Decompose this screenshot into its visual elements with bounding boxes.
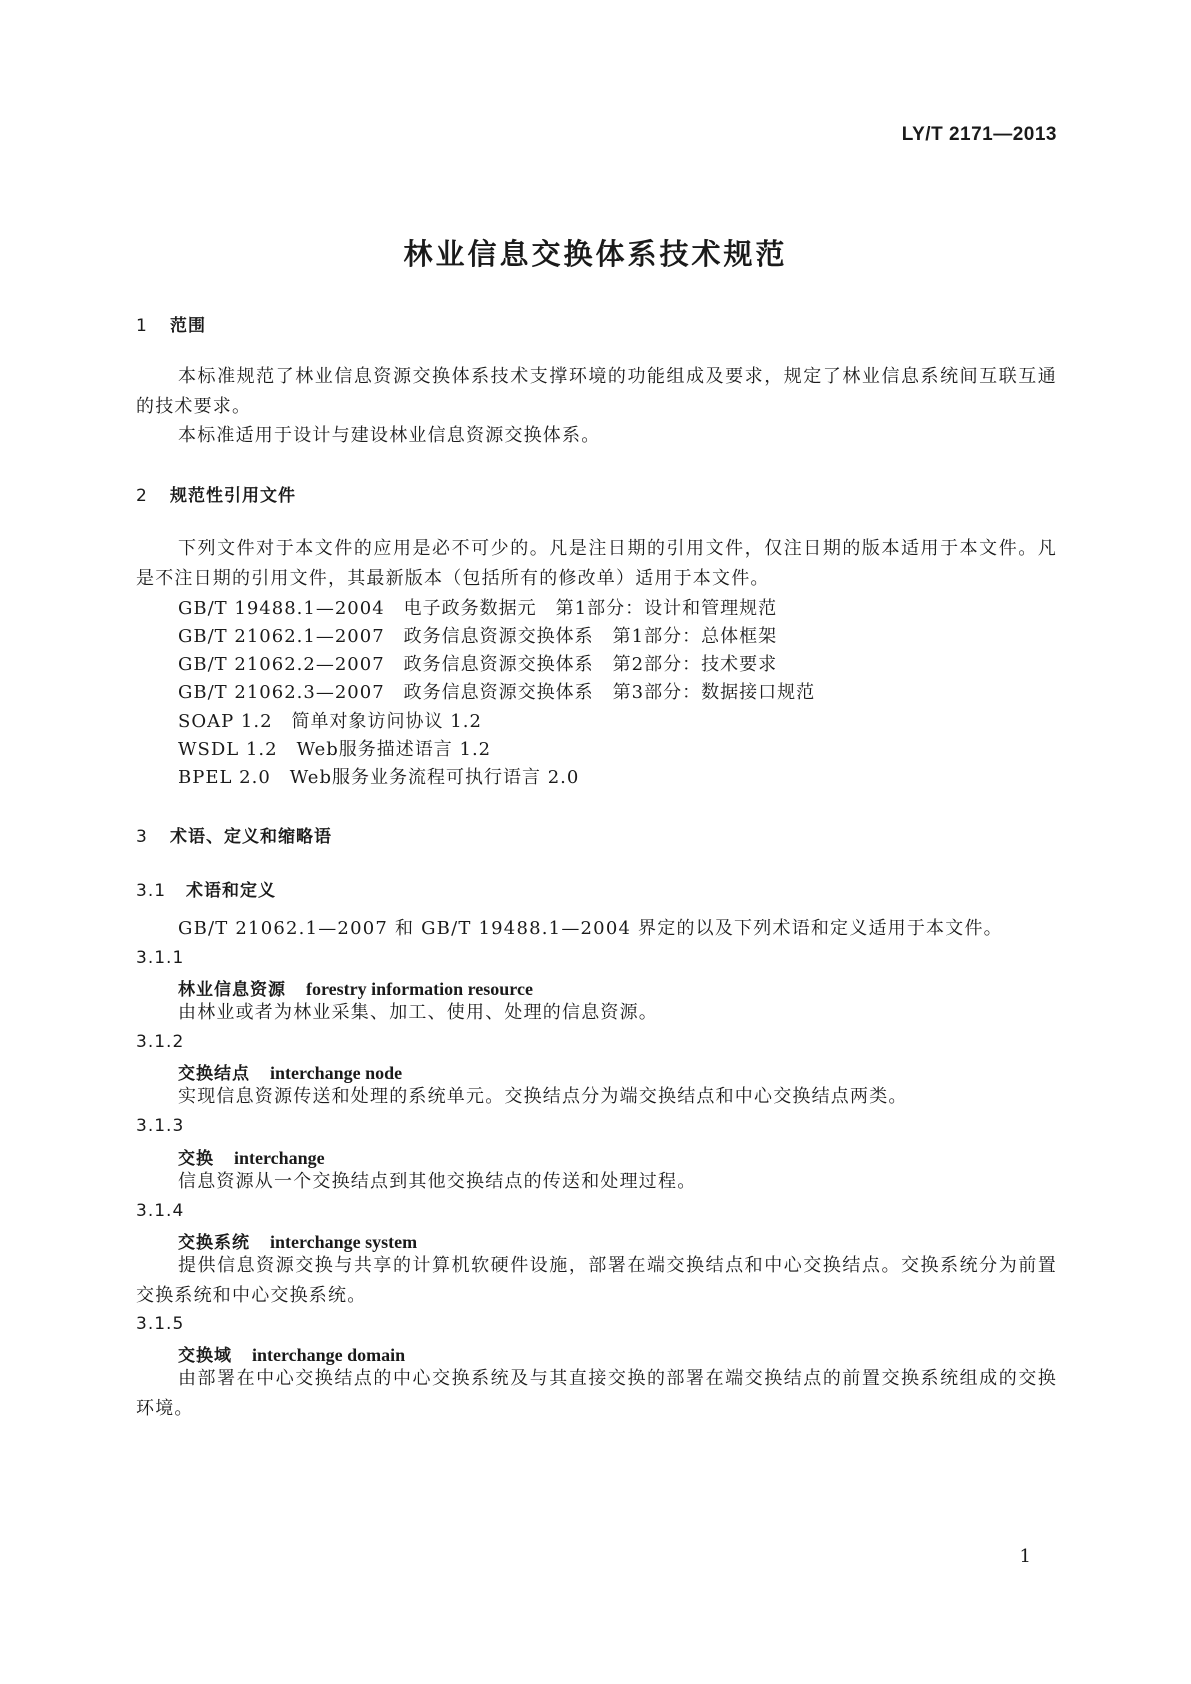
term-definition: 信息资源从一个交换结点到其他交换结点的传送和处理过程。 — [178, 1171, 697, 1192]
section-1-heading — [136, 311, 206, 336]
reference-item: GB/T 19488.1—2004 电子政务数据元 第1部分：设计和管理规范 — [178, 598, 778, 619]
term-definition: 提供信息资源交换与共享的计算机软硬件设施，部署在端交换结点和中心交换结点。交换系统分为前置交换系统和中心交换系统。 — [136, 1255, 1057, 1306]
subsection-3-1-heading — [136, 876, 276, 901]
term-number: 3.1.4 — [136, 1201, 185, 1221]
term-name — [178, 1144, 325, 1169]
standard-code: LY/T 2171—2013 — [901, 124, 1057, 145]
section-number: 3 — [136, 827, 148, 847]
term-name-en: forestry information resource — [306, 979, 533, 999]
reference-item: GB/T 21062.2—2007 政务信息资源交换体系 第2部分：技术要求 — [178, 654, 778, 675]
section-1-paragraph-2: 本标准适用于设计与建设林业信息资源交换体系。 — [178, 425, 601, 446]
subsection-3-1-intro: GB/T 21062.1—2007 和 GB/T 19488.1—2004 界定的以及下列术语和定义适用于本文件。 — [178, 918, 1003, 939]
section-2-heading — [136, 481, 296, 506]
term-definition: 实现信息资源传送和处理的系统单元。交换结点分为端交换结点和中心交换结点两类。 — [178, 1086, 908, 1107]
term-name-zh: 交换 — [178, 1149, 214, 1169]
section-title: 术语、定义和缩略语 — [170, 827, 332, 847]
document-title: 林业信息交换体系技术规范 — [403, 237, 788, 271]
term-name-zh: 交换系统 — [178, 1233, 250, 1253]
section-title: 规范性引用文件 — [170, 486, 296, 506]
section-3-heading — [136, 822, 332, 847]
term-name — [178, 1228, 417, 1253]
term-name-zh: 交换结点 — [178, 1064, 250, 1084]
page-number: 1 — [1019, 1546, 1031, 1567]
section-2-intro: 下列文件对于本文件的应用是必不可少的。凡是注日期的引用文件，仅注日期的版本适用于本文件。凡是不注日期的引用文件，其最新版本（包括所有的修改单）适用于本文件。 — [136, 538, 1057, 589]
subsection-number: 3.1 — [136, 881, 167, 901]
reference-item: GB/T 21062.1—2007 政务信息资源交换体系 第1部分：总体框架 — [178, 626, 778, 647]
term-name-en: interchange domain — [252, 1345, 406, 1365]
term-name — [178, 1341, 405, 1366]
term-definition: 由林业或者为林业采集、加工、使用、处理的信息资源。 — [178, 1002, 658, 1023]
term-name-en: interchange system — [270, 1232, 418, 1252]
section-number: 2 — [136, 486, 148, 506]
reference-item: WSDL 1.2 Web服务描述语言 1.2 — [178, 739, 492, 760]
term-number: 3.1.5 — [136, 1314, 185, 1334]
term-name-zh: 交换域 — [178, 1346, 232, 1366]
section-number: 1 — [136, 316, 148, 336]
term-name — [178, 975, 533, 1000]
reference-item: SOAP 1.2 简单对象访问协议 1.2 — [178, 711, 482, 732]
section-title: 范围 — [170, 316, 206, 336]
term-number: 3.1.3 — [136, 1116, 185, 1136]
term-number: 3.1.2 — [136, 1032, 185, 1052]
term-name-en: interchange node — [270, 1063, 403, 1083]
reference-item: BPEL 2.0 Web服务业务流程可执行语言 2.0 — [178, 767, 580, 788]
term-name — [178, 1059, 402, 1084]
term-name-en: interchange — [234, 1148, 325, 1168]
section-1-paragraph-1: 本标准规范了林业信息资源交换体系技术支撑环境的功能组成及要求，规定了林业信息系统间互联互通的技术要求。 — [136, 366, 1057, 417]
subsection-title: 术语和定义 — [186, 881, 276, 901]
term-number: 3.1.1 — [136, 948, 185, 968]
term-definition: 由部署在中心交换结点的中心交换系统及与其直接交换的部署在端交换结点的前置交换系统组成的交换环境。 — [136, 1368, 1057, 1419]
reference-item: GB/T 21062.3—2007 政务信息资源交换体系 第3部分：数据接口规范 — [178, 682, 816, 703]
term-name-zh: 林业信息资源 — [178, 980, 286, 1000]
